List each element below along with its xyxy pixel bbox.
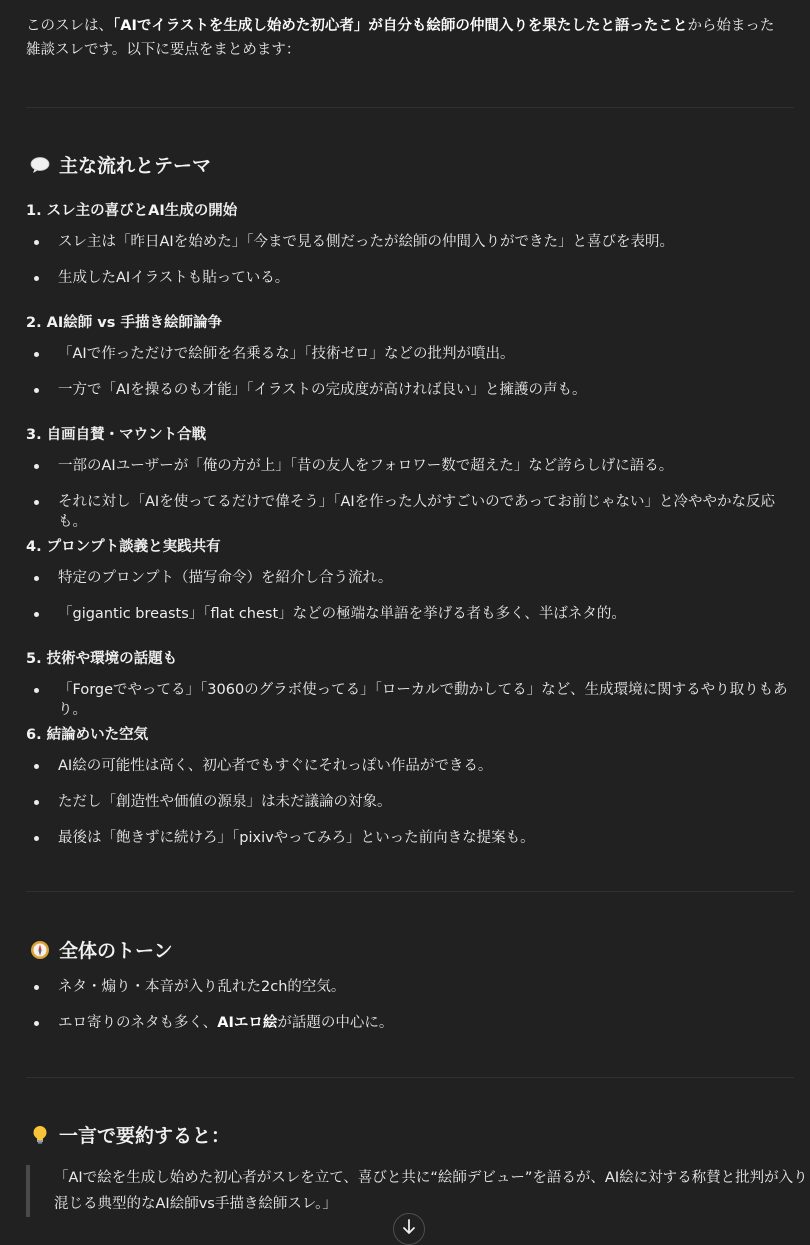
topic-list	[26, 456, 796, 528]
topic-heading: 5. 技術や環境の話題も	[26, 651, 178, 667]
list-item: 一部のAIユーザーが「俺の方が上」「昔の友人をフォロワー数で超えた」など誇らしげに語る。	[26, 456, 796, 492]
list-item: 「AIで作っただけで絵師を名乗るな」「技術ゼロ」などの批判が噴出。	[26, 344, 796, 380]
section-title-text: 一言で要約すると：	[59, 1125, 231, 1147]
topic-heading: 3. 自画自賛・マウント合戦	[26, 427, 207, 443]
list-item: それに対し「AIを使ってるだけで偉そう」「AIを作った人がすごいのであってお前じゃない」と冷ややかな反応も。	[26, 492, 796, 528]
list-item-text: エロ寄りのネタも多く、	[58, 1015, 218, 1031]
tone-list	[26, 977, 796, 1049]
section-title-tone	[30, 936, 173, 963]
topic-heading: 4. プロンプト談義と実践共有	[26, 539, 221, 555]
topic-list	[26, 756, 796, 864]
topic-list	[26, 568, 796, 640]
divider	[26, 107, 794, 108]
intro-block	[26, 0, 786, 62]
scroll-to-bottom-button[interactable]	[393, 1213, 425, 1245]
section-title-text: 主な流れとテーマ	[59, 155, 212, 177]
list-item: ただし「創造性や価値の源泉」は未だ議論の対象。	[26, 792, 796, 828]
list-item: 生成したAIイラストも貼っている。	[26, 268, 796, 304]
list-item: 特定のプロンプト（描写命令）を紹介し合う流れ。	[26, 568, 796, 604]
topic-list	[26, 232, 796, 304]
topic-heading: 6. 結論めいた空気	[26, 727, 149, 743]
topic-heading: 2. AI絵師 vs 手描き絵師論争	[26, 315, 222, 331]
section-title-text: 全体のトーン	[59, 940, 173, 962]
list-item	[26, 1013, 796, 1049]
list-item: スレ主は「昨日AIを始めた」「今まで見る側だったが絵師の仲間入りができた」と喜びを表明。	[26, 232, 796, 268]
intro-text-1: このスレは、	[26, 18, 113, 34]
compass-icon	[30, 940, 50, 960]
topic-list	[26, 680, 796, 716]
intro-bold-text: 「AIでイラストを生成し始めた初心者」が自分も絵師の仲間入りを果たしたと語ったこと	[113, 18, 688, 34]
divider	[26, 891, 794, 892]
list-item: 一方で「AIを操るのも才能」「イラストの完成度が高ければ良い」と擁護の声も。	[26, 380, 796, 416]
divider	[26, 1077, 794, 1078]
intro-text-2: から始まった雑談スレです。以下に要点をまとめます：	[26, 18, 775, 58]
arrow-down-icon	[402, 1219, 416, 1239]
list-item: 「gigantic breasts」「flat chest」などの極端な単語を挙げる者も多く、半ばネタ的。	[26, 604, 796, 640]
list-item: ネタ・煽り・本音が入り乱れた2ch的空気。	[26, 977, 796, 1013]
lightbulb-icon	[30, 1125, 50, 1145]
list-item: 「Forgeでやってる」「3060のグラボ使ってる」「ローカルで動かしてる」など、生成環境に関するやり取りもあり。	[26, 680, 796, 716]
intro-paragraph	[26, 14, 786, 62]
topic-heading: 1. スレ主の喜びとAI生成の開始	[26, 203, 238, 219]
speech-bubble-icon	[30, 155, 50, 175]
list-item: 最後は「飽きずに続けろ」「pixivやってみろ」といった前向きな提案も。	[26, 828, 796, 864]
list-item-bold: AIエロ絵	[217, 1015, 278, 1031]
section-title-summary	[30, 1121, 230, 1148]
topic-list	[26, 344, 796, 416]
section-title-main	[30, 151, 211, 178]
summary-quote: 「AIで絵を生成し始めた初心者がスレを立て、喜びと共に“絵師デビュー”を語るが、AI絵に対する称賛と批判が入り混じる典型的なAI絵師vs手描き絵師スレ。」	[26, 1165, 810, 1217]
list-item: AI絵の可能性は高く、初心者でもすぐにそれっぽい作品ができる。	[26, 756, 796, 792]
list-item-text: が話題の中心に。	[277, 1015, 394, 1031]
